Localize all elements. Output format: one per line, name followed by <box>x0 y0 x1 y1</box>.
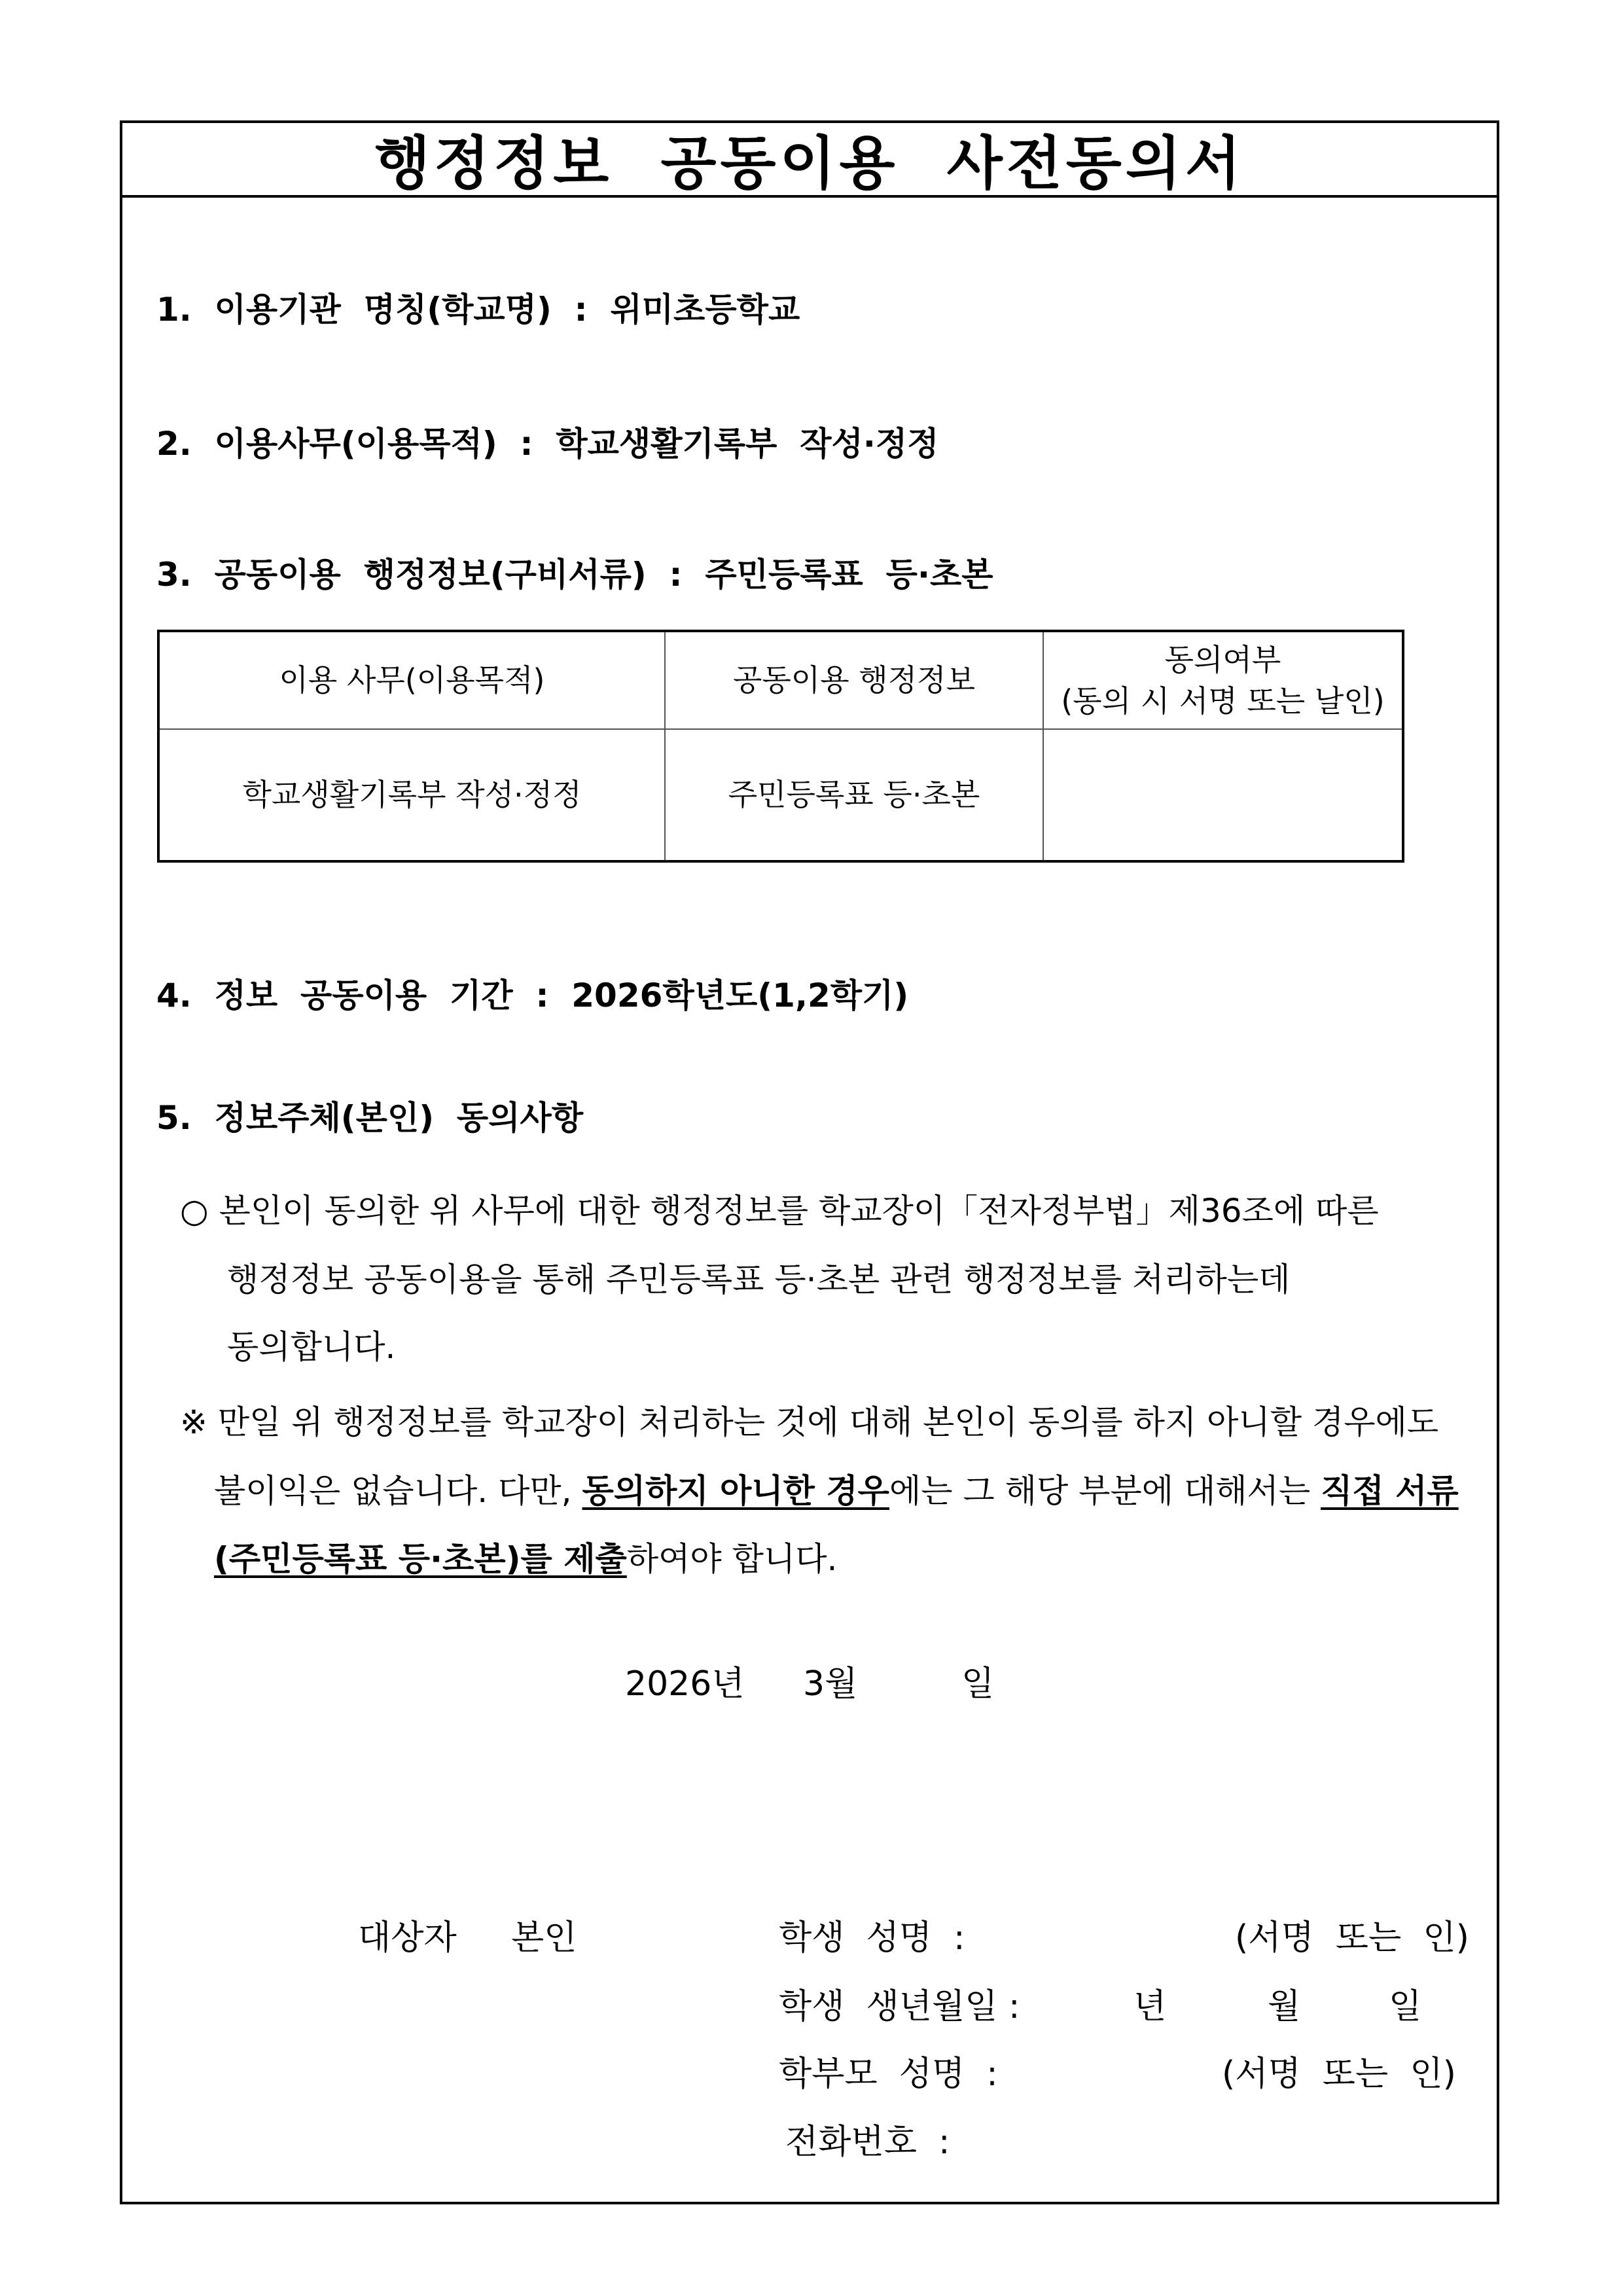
section-1: 1. 이용기관 명칭(학교명) : 위미초등학교 <box>156 291 800 329</box>
student-birth-label: 학생 생년월일 : <box>779 1987 1020 2026</box>
section-3: 3. 공동이용 행정정보(구비서류) : 주민등록표 등·초본 <box>156 556 993 594</box>
cell-purpose: 학교생활기록부 작성·정정 <box>158 729 665 861</box>
date-year: 2026년 <box>625 1664 745 1704</box>
note-emphasis-2: 직접 서류 <box>1321 1472 1459 1510</box>
note-line-2: 불이익은 없습니다. 다만, 동의하지 아니한 경우에는 그 해당 부분에 대해서는 직접 서류 <box>214 1472 1459 1510</box>
section-5: 5. 정보주체(본인) 동의사항 <box>156 1099 584 1137</box>
table-row <box>158 729 1403 861</box>
cell-consent-signature[interactable] <box>1043 729 1403 861</box>
parent-sign-label: (서명 또는 인) <box>1222 2054 1456 2094</box>
birth-year-unit: 년 <box>1133 1987 1167 2026</box>
target-value: 본인 <box>511 1918 577 1958</box>
header-consent: 동의여부 (동의 시 서명 또는 날인) <box>1043 631 1403 729</box>
note-line-1: ※ 만일 위 행정정보를 학교장이 처리하는 것에 대해 본인이 동의를 하지 아니할 경우에도 <box>180 1403 1439 1441</box>
section-2: 2. 이용사무(이용목적) : 학교생활기록부 작성·정정 <box>156 425 939 463</box>
header-info: 공동이용 행정정보 <box>665 631 1043 729</box>
cell-info: 주민등록표 등·초본 <box>665 729 1043 861</box>
header-purpose: 이용 사무(이용목적) <box>158 631 665 729</box>
document-title: 행정정보 공동이용 사전동의서 <box>374 130 1245 197</box>
note-line-3: (주민등록표 등·초본)를 제출하여야 합니다. <box>214 1540 838 1578</box>
consent-line-1: ○ 본인이 동의한 위 사무에 대한 행정정보를 학교장이「전자정부법」제36조에 따른 <box>180 1192 1379 1230</box>
consent-line-2: 행정정보 공동이용을 통해 주민등록표 등·초본 관련 행정정보를 처리하는데 <box>227 1261 1291 1299</box>
note-emphasis-3: (주민등록표 등·초본)를 제출 <box>214 1540 627 1578</box>
phone-label: 전화번호 : <box>785 2123 950 2162</box>
date-month: 3월 <box>803 1664 858 1704</box>
document-frame <box>120 120 1499 2204</box>
title-bar <box>122 123 1497 198</box>
birth-month-unit: 월 <box>1268 1987 1301 2026</box>
parent-name-label: 학부모 성명 : <box>779 2054 998 2094</box>
date-day: 일 <box>961 1664 995 1704</box>
student-sign-label: (서명 또는 인) <box>1235 1918 1469 1958</box>
student-name-label: 학생 성명 : <box>779 1918 965 1958</box>
target-label: 대상자 <box>358 1918 457 1958</box>
note-emphasis-1: 동의하지 아니한 경우 <box>582 1472 889 1510</box>
consent-table <box>157 630 1404 863</box>
consent-line-3: 동의합니다. <box>227 1328 396 1366</box>
table-header-row <box>158 631 1403 729</box>
section-4: 4. 정보 공동이용 기간 : 2026학년도(1,2학기) <box>156 977 909 1014</box>
birth-day-unit: 일 <box>1389 1987 1422 2026</box>
